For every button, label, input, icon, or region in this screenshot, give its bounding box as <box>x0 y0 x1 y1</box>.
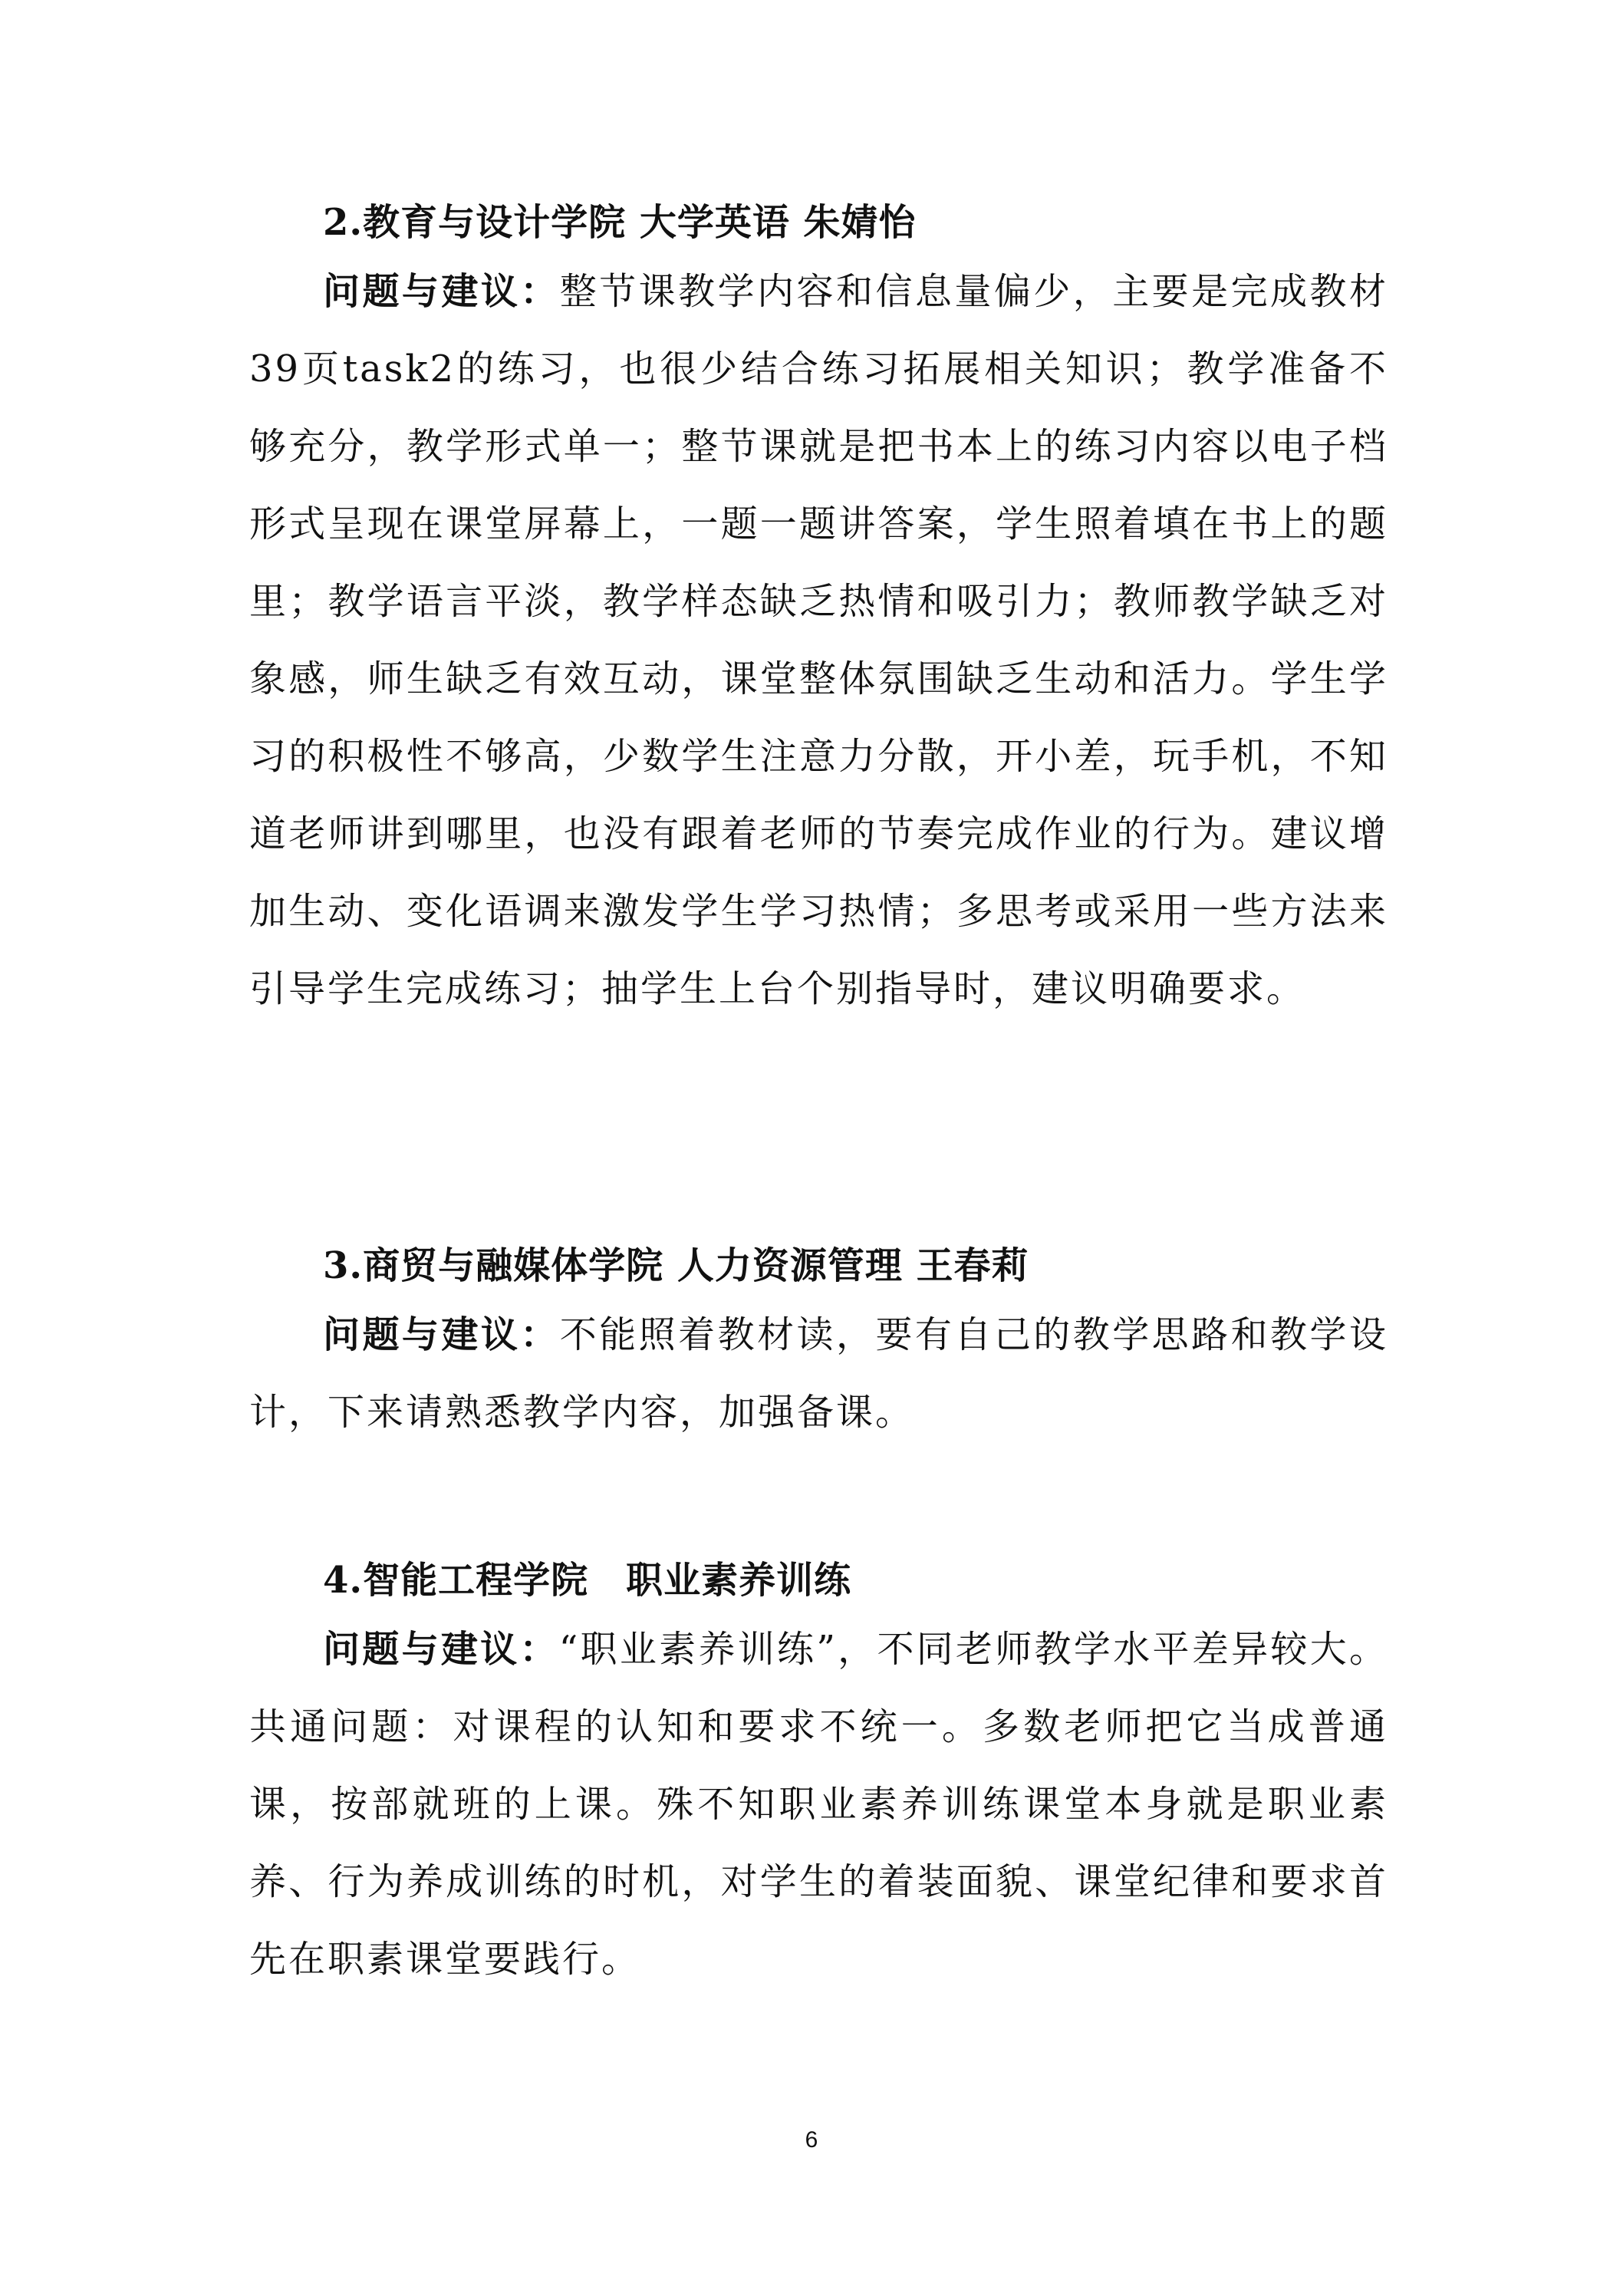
section-paragraph <box>249 1611 1388 1998</box>
section-4 <box>249 1550 1388 1998</box>
paragraph-body: 不能照着教材读，要有自己的教学思路和教学设计，下来请熟悉教学内容，加强备课。 <box>249 1313 1388 1434</box>
section-heading: 4.智能工程学院 职业素养训练 <box>323 1559 852 1602</box>
section-heading: 2.教育与设计学院 大学英语 朱婧怡 <box>323 201 917 244</box>
section-paragraph <box>249 1296 1388 1451</box>
paragraph-label: 问题与建议： <box>323 270 560 313</box>
paragraph-body: “职业素养训练”，不同老师教学水平差异较大。共通问题：对课程的认知和要求不统一。多数老师把它当成普通课，按部就班的上课。殊不知职业素养训练课堂本身就是职业素养、行为养成训练的时机，对学生的着装面貌、课堂纪律和要求首先在职素课堂要践行。 <box>249 1628 1388 1981</box>
paragraph-label: 问题与建议： <box>323 1628 559 1671</box>
page-number: 6 <box>805 2127 818 2153</box>
section-3 <box>249 1235 1388 1451</box>
section-heading: 3.商贸与融媒体学院 人力资源管理 王春莉 <box>323 1244 1029 1287</box>
section-paragraph <box>249 253 1388 1028</box>
paragraph-label: 问题与建议： <box>323 1313 560 1356</box>
paragraph-body: 整节课教学内容和信息量偏少，主要是完成教材39页task2的练习，也很少结合练习拓展相关知识；教学准备不够充分，教学形式单一；整节课就是把书本上的练习内容以电子档形式呈现在课堂屏幕上，一题一题讲答案，学生照着填在书上的题里；教学语言平淡，教学样态缺乏热情和吸引力；教师教学缺乏对象感，师生缺乏有效互动，课堂整体氛围缺乏生动和活力。学生学习的积极性不够高，少数学生注意力分散，开小差，玩手机，不知道老师讲到哪里，也没有跟着老师的节奏完成作业的行为。建议增加生动、变化语调来激发学生学习热情；多思考或采用一些方法来引导学生完成练习；抽学生上台个别指导时，建议明确要求。 <box>249 270 1388 1010</box>
section-2 <box>249 192 1388 1028</box>
